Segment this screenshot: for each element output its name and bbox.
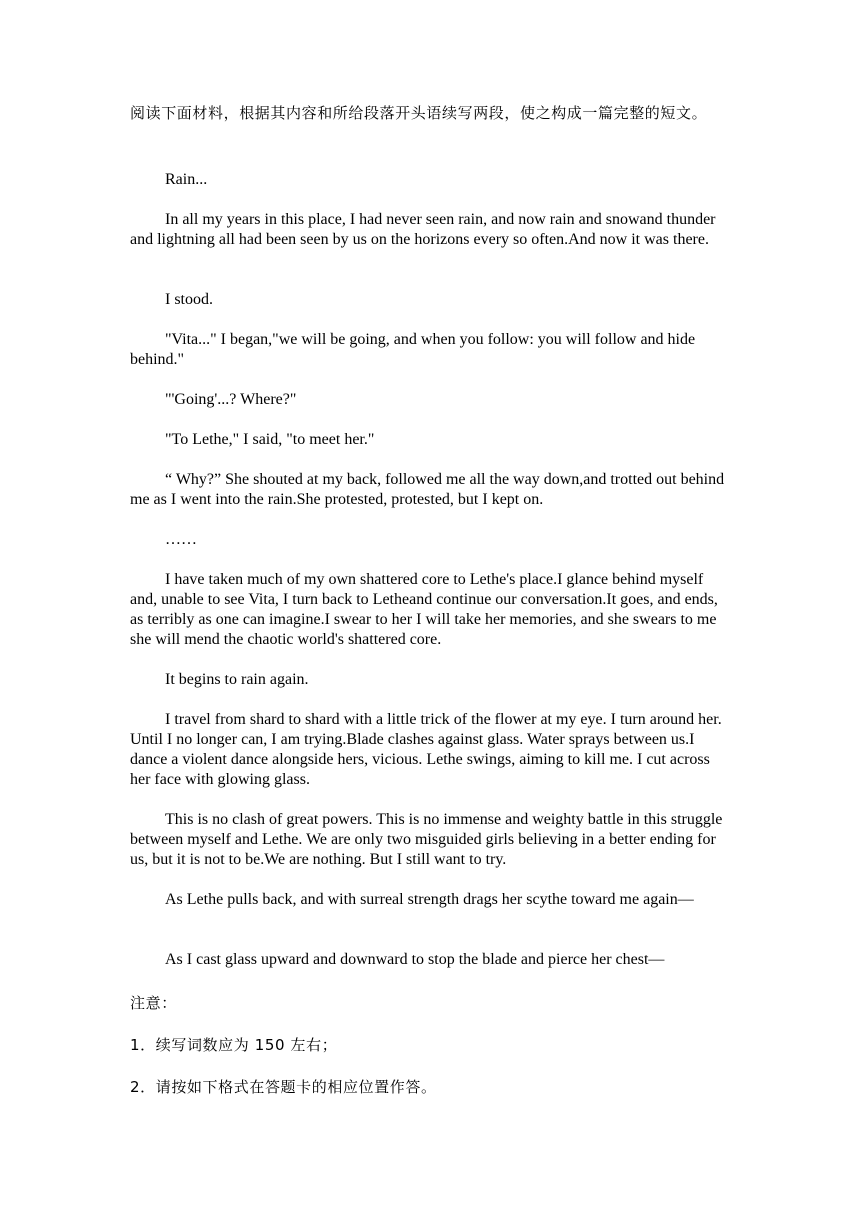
paragraph-no-clash: This is no clash of great powers. This is no immense and weighty battle in this struggle between myself and Lethe. We are only two misguided girls believing in a better ending for us, but it is not to be.We are nothing. But I still want to try. bbox=[130, 811, 723, 868]
instruction-text: 阅读下面材料，根据其内容和所给段落开头语续写两段，使之构成一篇完整的短文。 bbox=[130, 104, 708, 122]
paragraph-rain-again: It begins to rain again. bbox=[165, 671, 309, 688]
paragraph-opening: In all my years in this place, I had never seen rain, and now rain and snowand thunder and lightning all had been seen by us on the horizons every so often.And now it was there. bbox=[130, 211, 716, 248]
paragraph-rain: Rain... bbox=[165, 171, 208, 188]
paragraph-shard-travel: I travel from shard to shard with a little trick of the flower at my eye. I turn around her. Until I no longer can, I am trying.Blade clashes against glass. Water sprays between us.I dance a violent dance alongside hers, vicious. Lethe swings, aiming to kill me. I cut across her face with glowing glass. bbox=[130, 711, 722, 788]
paragraph-i-stood: I stood. bbox=[165, 291, 213, 308]
paragraph-vita-dialogue: "Vita..." I began,"we will be going, and when you follow: you will follow and hide behind." bbox=[130, 331, 696, 368]
paragraph-lethe-pulls-back: As Lethe pulls back, and with surreal strength drags her scythe toward me again— bbox=[165, 891, 694, 908]
note-item-answer-format: 2．请按如下格式在答题卡的相应位置作答。 bbox=[130, 1078, 437, 1096]
note-item-word-count: 1．续写词数应为 150 左右； bbox=[130, 1036, 338, 1054]
paragraph-why: “ Why?” She shouted at my back, followed me all the way down,and trotted out behind me as I went into the rain.She protested, protested, but I kept on. bbox=[130, 471, 725, 508]
paragraph-going-where: "'Going'...? Where?" bbox=[165, 391, 297, 408]
paragraph-cast-glass: As I cast glass upward and downward to stop the blade and pierce her chest— bbox=[165, 951, 665, 968]
notes-heading: 注意： bbox=[130, 994, 177, 1012]
paragraph-ellipsis: …… bbox=[165, 531, 197, 548]
paragraph-shattered-core: I have taken much of my own shattered core to Lethe's place.I glance behind myself and, unable to see Vita, I turn back to Letheand continue our conversation.It goes, and ends, as terribly as one can imagine.I swear to her I will take her memories, and she swears to me she will mend the chaotic world's shattered core. bbox=[130, 571, 718, 648]
paragraph-to-lethe: "To Lethe," I said, "to meet her." bbox=[165, 431, 375, 448]
